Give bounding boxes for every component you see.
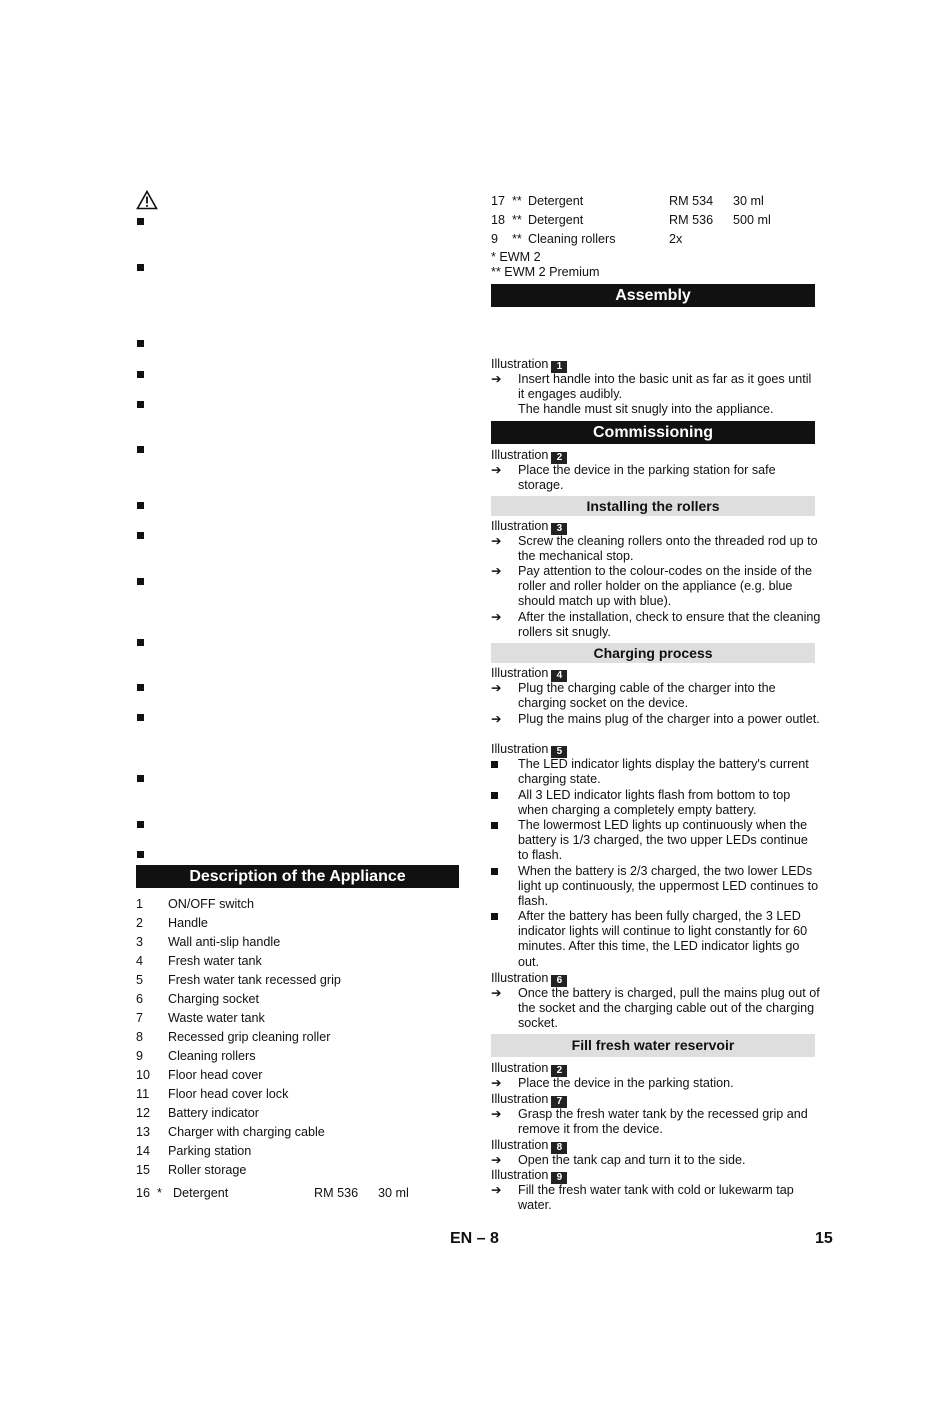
instruction-step xyxy=(491,712,821,727)
step-text: Open the tank cap and turn it to the side. xyxy=(518,1153,746,1167)
instruction-step xyxy=(491,1183,821,1213)
arrow-icon: ➔ xyxy=(491,610,502,624)
arrow-icon: ➔ xyxy=(491,986,502,1000)
bullet-text: All 3 LED indicator lights flash from bottom to top when charging a completely empty battery. xyxy=(518,788,791,818)
square-bullet-icon xyxy=(491,822,498,829)
item-number: 7 xyxy=(136,1011,144,1025)
item-number: 5 xyxy=(136,973,144,987)
illustration-label: Illustration xyxy=(491,357,549,371)
illustration-number: 8 xyxy=(551,1142,567,1154)
arrow-icon: ➔ xyxy=(491,564,502,578)
safety-bullet xyxy=(137,502,144,509)
step-text: Plug the mains plug of the charger into a power outlet. xyxy=(518,712,820,726)
safety-bullet xyxy=(137,639,144,646)
accessory-number: 17 xyxy=(491,194,506,208)
item-number: 9 xyxy=(136,1049,144,1063)
arrow-icon: ➔ xyxy=(491,681,502,695)
item-label: Recessed grip cleaning roller xyxy=(168,1030,331,1044)
safety-bullet xyxy=(137,401,144,408)
bullet-text: When the battery is 2/3 charged, the two lower LEDs light up continuously, the uppermost LED continues to flash. xyxy=(518,864,819,909)
instruction-step xyxy=(491,1076,821,1091)
item-label: Waste water tank xyxy=(168,1011,265,1025)
arrow-icon: ➔ xyxy=(491,1183,502,1197)
safety-bullet xyxy=(137,532,144,539)
bullet-text: After the battery has been fully charged, the 3 LED indicator lights will continue to light constantly for 60 minutes. After this time, the LED indicator lights go out. xyxy=(518,909,808,969)
accessory-number: 9 xyxy=(491,232,499,246)
section-title-appliance: Description of the Appliance xyxy=(136,865,459,888)
item-label: Parking station xyxy=(168,1144,252,1158)
accessory-row xyxy=(491,230,811,248)
instruction-step xyxy=(491,986,821,1032)
accessory-qty: 500 ml xyxy=(733,213,771,227)
step-text: Pay attention to the colour-codes on the inside of the roller and roller holder on the appliance (e.g. blue should match up with blue). xyxy=(518,564,813,609)
accessory-mark: ** xyxy=(512,213,522,227)
item-label: Battery indicator xyxy=(168,1106,259,1120)
footer-language-page: EN – 8 xyxy=(450,1230,499,1247)
illustration-ref xyxy=(491,1092,567,1108)
item-number: 3 xyxy=(136,935,144,949)
step-text: Insert handle into the basic unit as far as it goes until it engages audibly. xyxy=(518,372,812,402)
illustration-ref xyxy=(491,971,567,987)
bullet-text: The LED indicator lights display the battery's current charging state. xyxy=(518,757,809,787)
step-text: Grasp the fresh water tank by the recessed grip and remove it from the device. xyxy=(518,1107,808,1137)
safety-bullet xyxy=(137,340,144,347)
illustration-label: Illustration xyxy=(491,1092,549,1106)
illustration-ref xyxy=(491,1168,567,1184)
accessory-row xyxy=(491,211,811,229)
item-number: 14 xyxy=(136,1144,151,1158)
step-text: After the installation, check to ensure that the cleaning rollers sit snugly. xyxy=(518,610,821,640)
arrow-icon: ➔ xyxy=(491,1076,502,1090)
info-bullet xyxy=(491,757,821,787)
accessory-label: Cleaning rollers xyxy=(528,232,616,246)
accessory-mark: ** xyxy=(512,232,522,246)
illustration-number: 3 xyxy=(551,523,567,535)
accessory-mark: * xyxy=(157,1186,162,1200)
section-title-charging: Charging process xyxy=(491,643,815,663)
item-number: 1 xyxy=(136,897,144,911)
illustration-label: Illustration xyxy=(491,1138,549,1152)
illustration-number: 1 xyxy=(551,361,567,373)
info-bullet xyxy=(491,909,821,970)
item-number: 4 xyxy=(136,954,144,968)
instruction-step xyxy=(491,1153,821,1168)
instruction-step xyxy=(491,534,821,564)
arrow-icon: ➔ xyxy=(491,1153,502,1167)
illustration-label: Illustration xyxy=(491,519,549,533)
square-bullet-icon xyxy=(491,913,498,920)
item-label: Fresh water tank xyxy=(168,954,262,968)
square-bullet-icon xyxy=(491,868,498,875)
warning-icon xyxy=(136,190,158,210)
illustration-ref xyxy=(491,742,567,758)
illustration-ref xyxy=(491,448,567,464)
accessory-code: 2x xyxy=(669,232,683,246)
instruction-step xyxy=(491,564,821,610)
accessory-row xyxy=(491,192,811,210)
instruction-step xyxy=(491,681,821,711)
item-label: Floor head cover lock xyxy=(168,1087,289,1101)
safety-bullet xyxy=(137,446,144,453)
item-label: Cleaning rollers xyxy=(168,1049,256,1063)
safety-bullet xyxy=(137,684,144,691)
section-title-rollers: Installing the rollers xyxy=(491,496,815,516)
page-number: 15 xyxy=(815,1230,833,1247)
section-title-commissioning: Commissioning xyxy=(491,421,815,444)
info-bullet xyxy=(491,788,821,818)
arrow-icon: ➔ xyxy=(491,534,502,548)
safety-bullet xyxy=(137,714,144,721)
accessory-number: 16 xyxy=(136,1186,151,1200)
section-title-fill: Fill fresh water reservoir xyxy=(491,1034,815,1057)
item-number: 13 xyxy=(136,1125,151,1139)
safety-bullet xyxy=(137,821,144,828)
safety-bullet xyxy=(137,264,144,271)
step-text: Fill the fresh water tank with cold or lukewarm tap water. xyxy=(518,1183,794,1213)
arrow-icon: ➔ xyxy=(491,712,502,726)
illustration-label: Illustration xyxy=(491,742,549,756)
item-number: 15 xyxy=(136,1163,151,1177)
step-text: Once the battery is charged, pull the mains plug out of the socket and the charging cable out of the charging socket. xyxy=(518,986,820,1031)
item-number: 8 xyxy=(136,1030,144,1044)
step-note: The handle must sit snugly into the appliance. xyxy=(518,402,774,417)
square-bullet-icon xyxy=(491,792,498,799)
item-label: Wall anti-slip handle xyxy=(168,935,281,949)
footnote: ** EWM 2 Premium xyxy=(491,265,600,279)
illustration-ref xyxy=(491,519,567,535)
illustration-label: Illustration xyxy=(491,1061,549,1075)
illustration-label: Illustration xyxy=(491,448,549,462)
arrow-icon: ➔ xyxy=(491,372,502,386)
safety-bullet xyxy=(137,578,144,585)
accessory-code: RM 536 xyxy=(669,213,714,227)
step-text: Screw the cleaning rollers onto the threaded rod up to the mechanical stop. xyxy=(518,534,818,564)
safety-bullet xyxy=(137,851,144,858)
info-bullet xyxy=(491,864,821,910)
instruction-step xyxy=(491,372,821,418)
accessory-code: RM 534 xyxy=(669,194,714,208)
illustration-number: 7 xyxy=(551,1096,567,1108)
illustration-ref xyxy=(491,1061,567,1077)
info-bullet xyxy=(491,818,821,864)
arrow-icon: ➔ xyxy=(491,463,502,477)
accessory-qty: 30 ml xyxy=(733,194,764,208)
accessory-qty: 30 ml xyxy=(378,1186,409,1200)
square-bullet-icon xyxy=(491,761,498,768)
safety-bullet xyxy=(137,218,144,225)
illustration-number: 9 xyxy=(551,1172,567,1184)
accessory-mark: ** xyxy=(512,194,522,208)
accessory-label: Detergent xyxy=(173,1186,229,1200)
item-label: Roller storage xyxy=(168,1163,247,1177)
illustration-number: 2 xyxy=(551,1065,567,1077)
item-number: 11 xyxy=(136,1087,150,1101)
step-text: Plug the charging cable of the charger into the charging socket on the device. xyxy=(518,681,776,711)
item-number: 10 xyxy=(136,1068,151,1082)
step-text: Place the device in the parking station. xyxy=(518,1076,734,1090)
safety-bullet xyxy=(137,775,144,782)
illustration-number: 4 xyxy=(551,670,567,682)
illustration-label: Illustration xyxy=(491,971,549,985)
item-label: ON/OFF switch xyxy=(168,897,255,911)
instruction-step xyxy=(491,610,821,640)
accessory-label: Detergent xyxy=(528,194,584,208)
accessory-code: RM 536 xyxy=(314,1186,359,1200)
illustration-ref xyxy=(491,1138,567,1154)
illustration-number: 5 xyxy=(551,746,567,758)
illustration-ref xyxy=(491,666,567,682)
arrow-icon: ➔ xyxy=(491,1107,502,1121)
footnote: * EWM 2 xyxy=(491,250,541,264)
item-label: Handle xyxy=(168,916,208,930)
illustration-label: Illustration xyxy=(491,666,549,680)
section-title-assembly: Assembly xyxy=(491,284,815,307)
item-label: Floor head cover xyxy=(168,1068,263,1082)
item-label: Fresh water tank recessed grip xyxy=(168,973,341,987)
accessory-row xyxy=(136,1184,436,1202)
instruction-step xyxy=(491,1107,821,1137)
illustration-number: 2 xyxy=(551,452,567,464)
item-label: Charging socket xyxy=(168,992,260,1006)
illustration-ref xyxy=(491,357,567,373)
item-number: 2 xyxy=(136,916,144,930)
bullet-text: The lowermost LED lights up continuously when the battery is 1/3 charged, the two upper LEDs continue to flash. xyxy=(518,818,808,863)
illustration-number: 6 xyxy=(551,975,567,987)
item-label: Charger with charging cable xyxy=(168,1125,325,1139)
accessory-number: 18 xyxy=(491,213,506,227)
accessory-label: Detergent xyxy=(528,213,584,227)
instruction-step xyxy=(491,463,821,493)
safety-bullet xyxy=(137,371,144,378)
item-number: 6 xyxy=(136,992,144,1006)
item-number: 12 xyxy=(136,1106,151,1120)
step-text: Place the device in the parking station for safe storage. xyxy=(518,463,776,493)
illustration-label: Illustration xyxy=(491,1168,549,1182)
